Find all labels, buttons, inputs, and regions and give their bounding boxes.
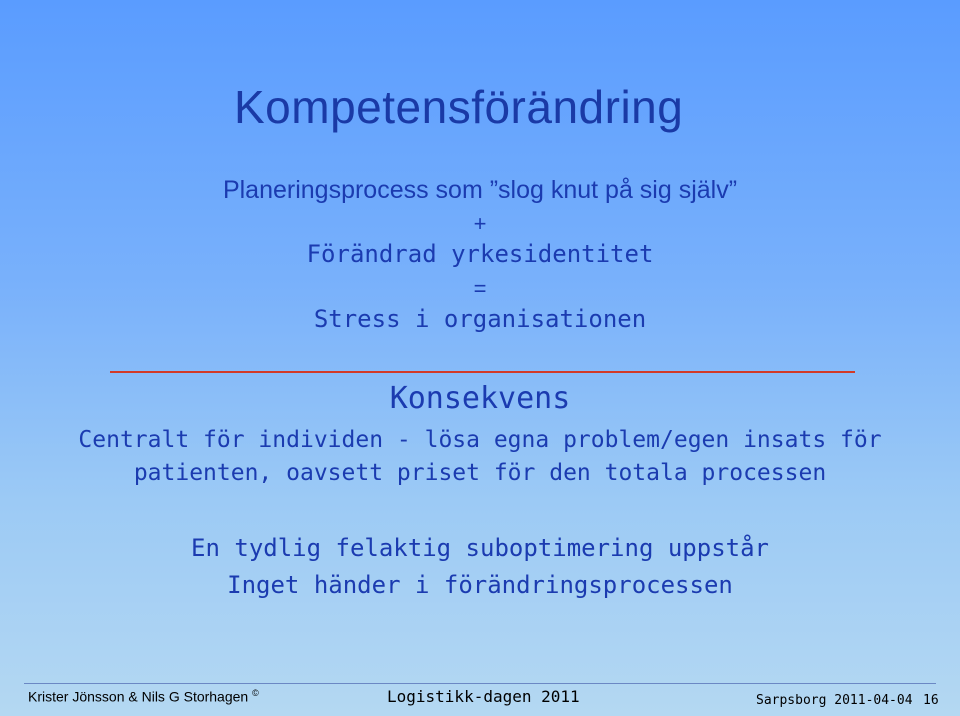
slide-title: Kompetensförändring [234, 81, 684, 133]
conclusion-line-2: Inget händer i förändringsprocessen [227, 571, 733, 599]
footer-place-date: Sarpsborg 2011-04-04 [756, 693, 913, 708]
consequence-heading: Konsekvens [389, 381, 571, 416]
consequence-text-line-1: Centralt för individen - lösa egna problem/egen insats för [78, 427, 882, 453]
footer-authors-text: Krister Jönsson & Nils G Storhagen [28, 688, 249, 705]
equation-equals-sign: = [473, 276, 487, 301]
equation-plus-sign: + [473, 211, 487, 236]
footer-authors [28, 688, 259, 705]
copyright-symbol: © [252, 688, 259, 698]
equation-line-planning-process: Planeringsprocess som ”slog knut på sig själv” [222, 176, 738, 204]
equation-line-stress: Stress i organisationen [313, 305, 647, 333]
footer-event: Logistikk-dagen 2011 [387, 687, 580, 706]
footer-divider [24, 683, 936, 684]
consequence-text-line-2: patienten, oavsett priset för den totala processen [133, 460, 827, 486]
equation-line-changed-identity: Förändrad yrkesidentitet [306, 240, 654, 268]
section-divider [110, 371, 855, 373]
conclusion-line-1: En tydlig felaktig suboptimering uppstår [191, 534, 769, 562]
footer-page-number: 16 [923, 693, 939, 708]
